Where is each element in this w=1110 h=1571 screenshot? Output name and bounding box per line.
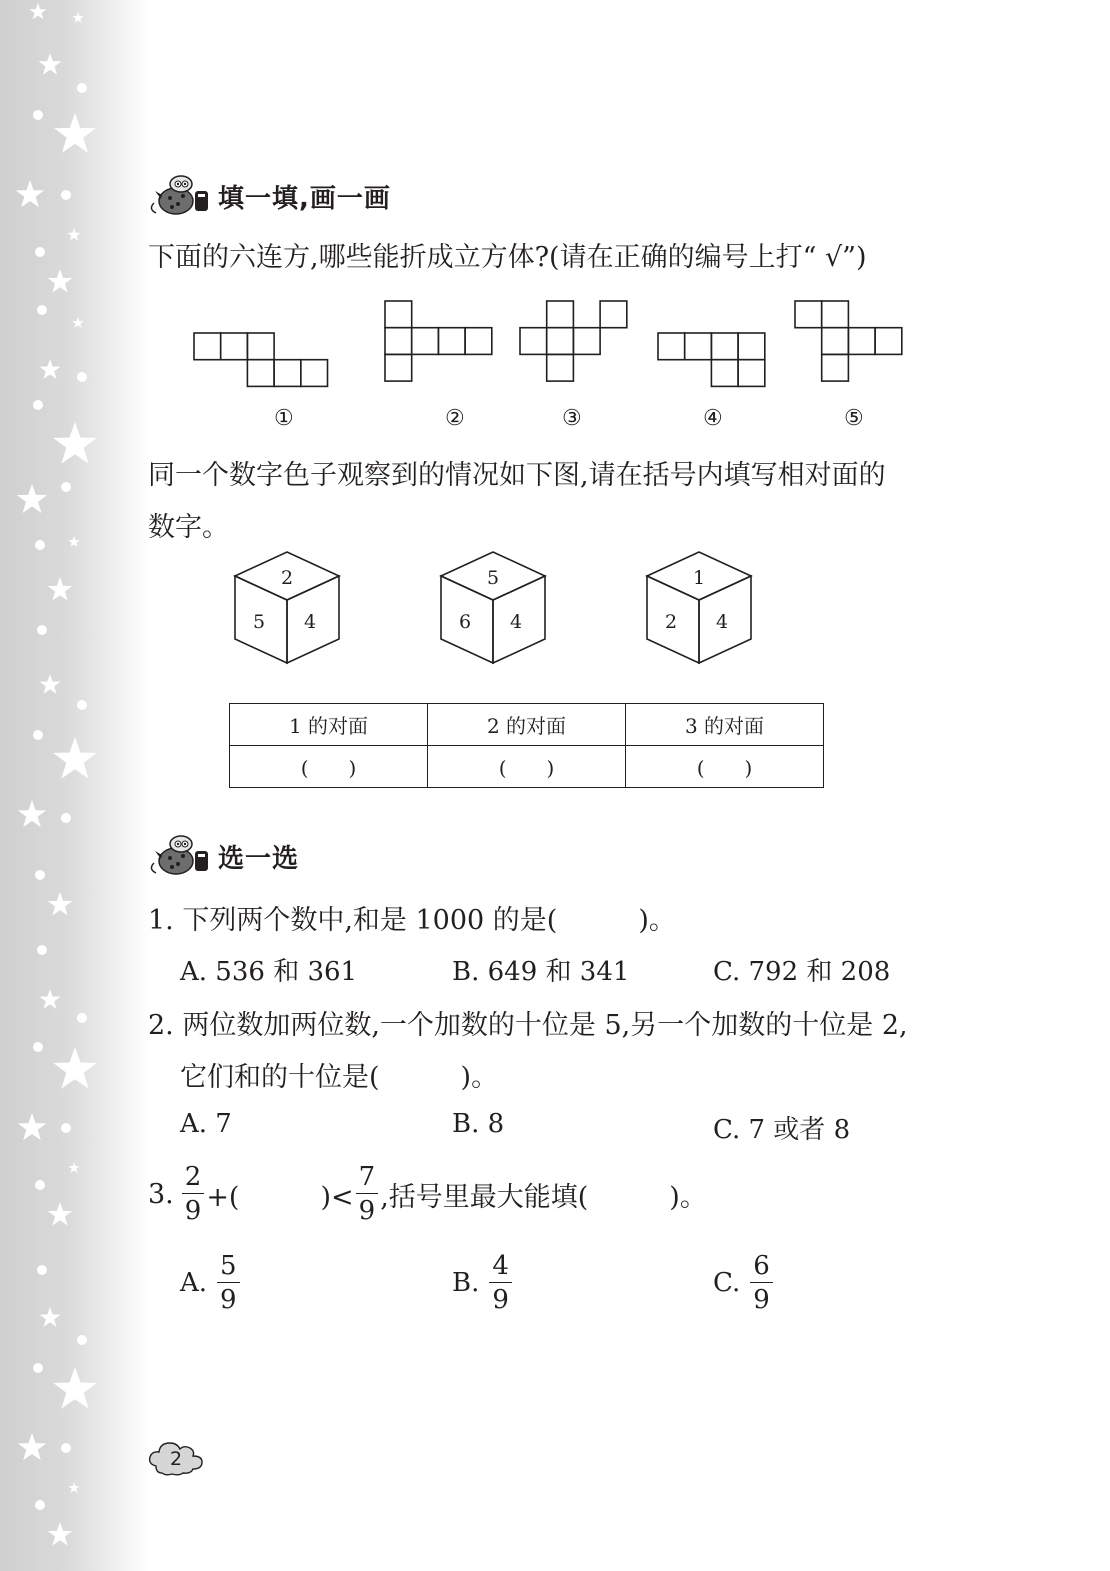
denominator: 9 [492, 1285, 509, 1315]
answer-blank[interactable]: ( ) [230, 746, 428, 788]
star-decorations [0, 0, 150, 1571]
fraction [217, 1253, 240, 1313]
mascot-icon [148, 173, 214, 219]
question-dice-text-line2: 数字。 [148, 512, 229, 543]
denominator: 9 [184, 1196, 202, 1226]
numerator: 2 [182, 1164, 205, 1194]
die-1-top: 2 [280, 567, 294, 589]
option-label: B. [452, 1268, 480, 1298]
q3-option-c[interactable] [713, 1253, 775, 1313]
q3-suffix: ,括号里最大能填( )。 [380, 1181, 707, 1213]
die-1-left: 5 [252, 611, 266, 633]
net-label-3[interactable]: ③ [562, 406, 582, 431]
dot-decorations [33, 83, 87, 1510]
q2-option-a[interactable]: A. 7 [180, 1109, 232, 1139]
denominator: 9 [358, 1196, 376, 1226]
fraction [750, 1253, 773, 1313]
q1-option-a[interactable]: A. 536 和 361 [180, 957, 358, 987]
fraction [182, 1164, 205, 1224]
star-icon [16, 3, 97, 1546]
question-1-text: 1. 下列两个数中,和是 1000 的是( )。 [148, 905, 676, 936]
fraction [489, 1253, 512, 1313]
question-dice-text-line1: 同一个数字色子观察到的情况如下图,请在括号内填写相对面的 [148, 460, 886, 491]
die-2-left: 6 [458, 611, 472, 633]
question-nets-text: 下面的六连方,哪些能折成立方体?(请在正确的编号上打“ √”) [148, 242, 867, 273]
q3-option-b[interactable] [452, 1253, 514, 1313]
section-title: 选一选 [218, 843, 300, 874]
net-label-2[interactable]: ② [445, 406, 465, 431]
die-3-right: 4 [715, 611, 729, 633]
net-2 [385, 301, 492, 381]
page-number-text: 2 [169, 1448, 183, 1470]
cloud-icon [146, 1436, 210, 1476]
numerator: 7 [356, 1164, 379, 1194]
net-3 [520, 301, 627, 381]
net-4 [658, 333, 765, 386]
die-1-right: 4 [303, 611, 317, 633]
q2-option-b[interactable]: B. 8 [452, 1109, 505, 1139]
q1-option-b[interactable]: B. 649 和 341 [452, 957, 630, 987]
mascot-icon [148, 833, 214, 879]
opposite-faces-table [229, 703, 824, 788]
die-3-left: 2 [664, 611, 678, 633]
net-label-5[interactable]: ⑤ [844, 406, 864, 431]
net-1 [194, 333, 328, 386]
q3-option-a[interactable] [180, 1253, 242, 1313]
question-2-text-line1: 2. 两位数加两位数,一个加数的十位是 5,另一个加数的十位是 2, [148, 1010, 908, 1041]
table-row [230, 746, 824, 788]
option-label: A. [180, 1268, 208, 1298]
decorative-star-strip [0, 0, 150, 1571]
table-header: 3 的对面 [626, 704, 824, 746]
numerator: 5 [217, 1253, 240, 1283]
page-number [146, 1436, 210, 1480]
q3-middle: +( )< [206, 1181, 354, 1213]
q1-option-c[interactable]: C. 792 和 208 [713, 957, 891, 987]
dice-figure [225, 550, 765, 670]
answer-blank[interactable]: ( ) [428, 746, 626, 788]
table-header-row [230, 704, 824, 746]
net-label-1[interactable]: ① [274, 406, 294, 431]
die-2-top: 5 [486, 567, 500, 589]
cube-nets-figure [180, 295, 920, 395]
die-2-right: 4 [509, 611, 523, 633]
q3-number: 3. [148, 1178, 174, 1210]
numerator: 4 [489, 1253, 512, 1283]
section-title: 填一填,画一画 [218, 183, 391, 214]
net-label-4[interactable]: ④ [703, 406, 723, 431]
section-heading-choose [148, 833, 299, 879]
answer-blank[interactable]: ( ) [626, 746, 824, 788]
question-2-text-line2: 它们和的十位是( )。 [180, 1062, 499, 1093]
section-heading-fill-draw [148, 173, 391, 219]
denominator: 9 [753, 1285, 770, 1315]
question-3-text [148, 1164, 707, 1224]
q2-option-c[interactable]: C. 7 或者 8 [713, 1115, 851, 1145]
net-5 [795, 301, 902, 381]
numerator: 6 [750, 1253, 773, 1283]
fraction [356, 1164, 379, 1224]
denominator: 9 [220, 1285, 237, 1315]
die-3-top: 1 [692, 567, 706, 589]
option-label: C. [713, 1268, 741, 1298]
table-header: 1 的对面 [230, 704, 428, 746]
table-header: 2 的对面 [428, 704, 626, 746]
